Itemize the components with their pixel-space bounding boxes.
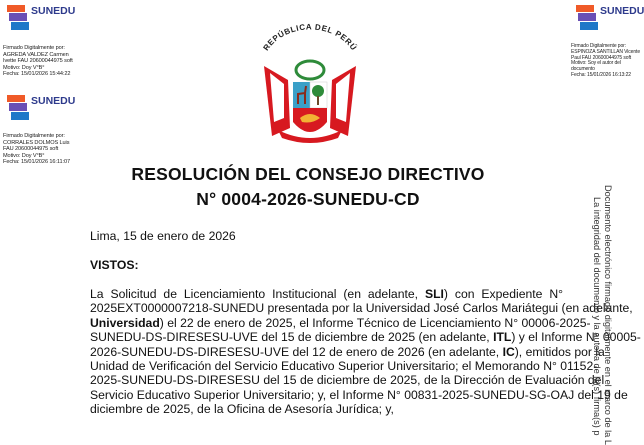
paragraph-line (90, 358, 598, 373)
defined-term: IC (502, 344, 515, 359)
sunedu-logo-icon (5, 4, 31, 32)
resolution-title: RESOLUCIÓN DEL CONSEJO DIRECTIVO (131, 164, 485, 184)
defined-term: ITL (493, 330, 512, 345)
text-segment: ) y el Informe N° 00005- (511, 330, 641, 345)
paragraph-line (90, 344, 605, 359)
section-heading-vistos: VISTOS: (90, 258, 139, 272)
sunedu-logo-icon (5, 94, 31, 122)
text-segment: 2026-SUNEDU-DS-DIRESESU-UVE del 12 de enero de 2026 (en adelante, (90, 344, 503, 359)
text-segment: La Solicitud de Licenciamiento Institucional (en adelante, (90, 287, 425, 301)
text-segment: ) con Expediente N° (443, 287, 563, 301)
digital-signature-1: Firmado Digitalmente por: AGREDA VALDEZ Carmen Ivette FAU 20600044975 soft Motivo: Doy V°B° Fecha: 15/01/2026 15:44:22 (3, 45, 73, 78)
paragraph-line (90, 315, 591, 330)
paragraph-line (90, 387, 628, 402)
defined-term: SLI (424, 287, 444, 301)
text-segment: 2025EXT0000007218-SUNEDU presentada por la Universidad José Carlos Mariátegui (en adelante, (90, 301, 633, 316)
text-segment: SUNEDU-DS-DIRESESU-UVE del 15 de diciembre de 2025 (en adelante, (90, 330, 494, 345)
svg-text:REPÚBLICA DEL PERÚ (261, 22, 358, 52)
sunedu-logo: SUNEDU (5, 94, 75, 122)
text-segment: diciembre de 2025, de la Oficina de Asesoría Jurídica; y, (90, 402, 394, 417)
text-segment: Servicio Educativo Superior Universitario; y, el Informe N° 00831-2025-SUNEDU-SG-OAJ del 19 de (90, 387, 628, 402)
digital-signature-2: Firmado Digitalmente por: CORRALES DOLMOS Luis FAU 20600044975 soft Motivo: Doy V°B° Fecha: 15/01/2026 16:11:07 (3, 133, 70, 166)
digital-signature-3: Firmado Digitalmente por: ESPINOZA SANTILLAN Vicente Paul FAU 20600044975 soft Motivo: Soy el autor del documento Fecha: 15/01/2026 16:13:22 (571, 43, 641, 78)
resolution-number: N° 0004-2026-SUNEDU-CD (196, 189, 420, 209)
paragraph-line (90, 330, 641, 345)
text-segment: ), emitidos por la (514, 344, 605, 359)
emblem-text: REPÚBLICA DEL PERÚ (261, 22, 359, 53)
text-segment: 2025-SUNEDU-DS-DIRESESU del 15 de diciembre de 2025, de la Dirección de Evaluación del (90, 373, 605, 388)
sunedu-logo-icon (574, 4, 600, 32)
text-segment: ) el 22 de enero de 2025, el Informe Técnico de Licenciamiento N° 00006-2025- (159, 315, 591, 330)
document-date: Lima, 15 de enero de 2026 (90, 229, 236, 243)
defined-term: Universidad (90, 315, 160, 330)
sunedu-logo: SUNEDU (5, 4, 75, 32)
sunedu-logo: SUNEDU (574, 4, 644, 32)
text-segment: Unidad de Verificación del Servicio Educativo Superior Universitario; el Memorando N° 01152- (90, 358, 598, 373)
paragraph-line (90, 402, 563, 416)
paragraph-line (90, 301, 633, 316)
logo-subtitle (32, 18, 70, 27)
coat-of-arms-peru (250, 18, 370, 146)
paragraph-line (90, 287, 563, 301)
logo-subtitle (32, 108, 70, 117)
electronic-signature-note: Documento electrónico firmado digitalmente en el marco de la L La integridad del documento y la autoría de la(s) firma(s) p (592, 185, 613, 445)
paragraph-line (90, 373, 605, 388)
